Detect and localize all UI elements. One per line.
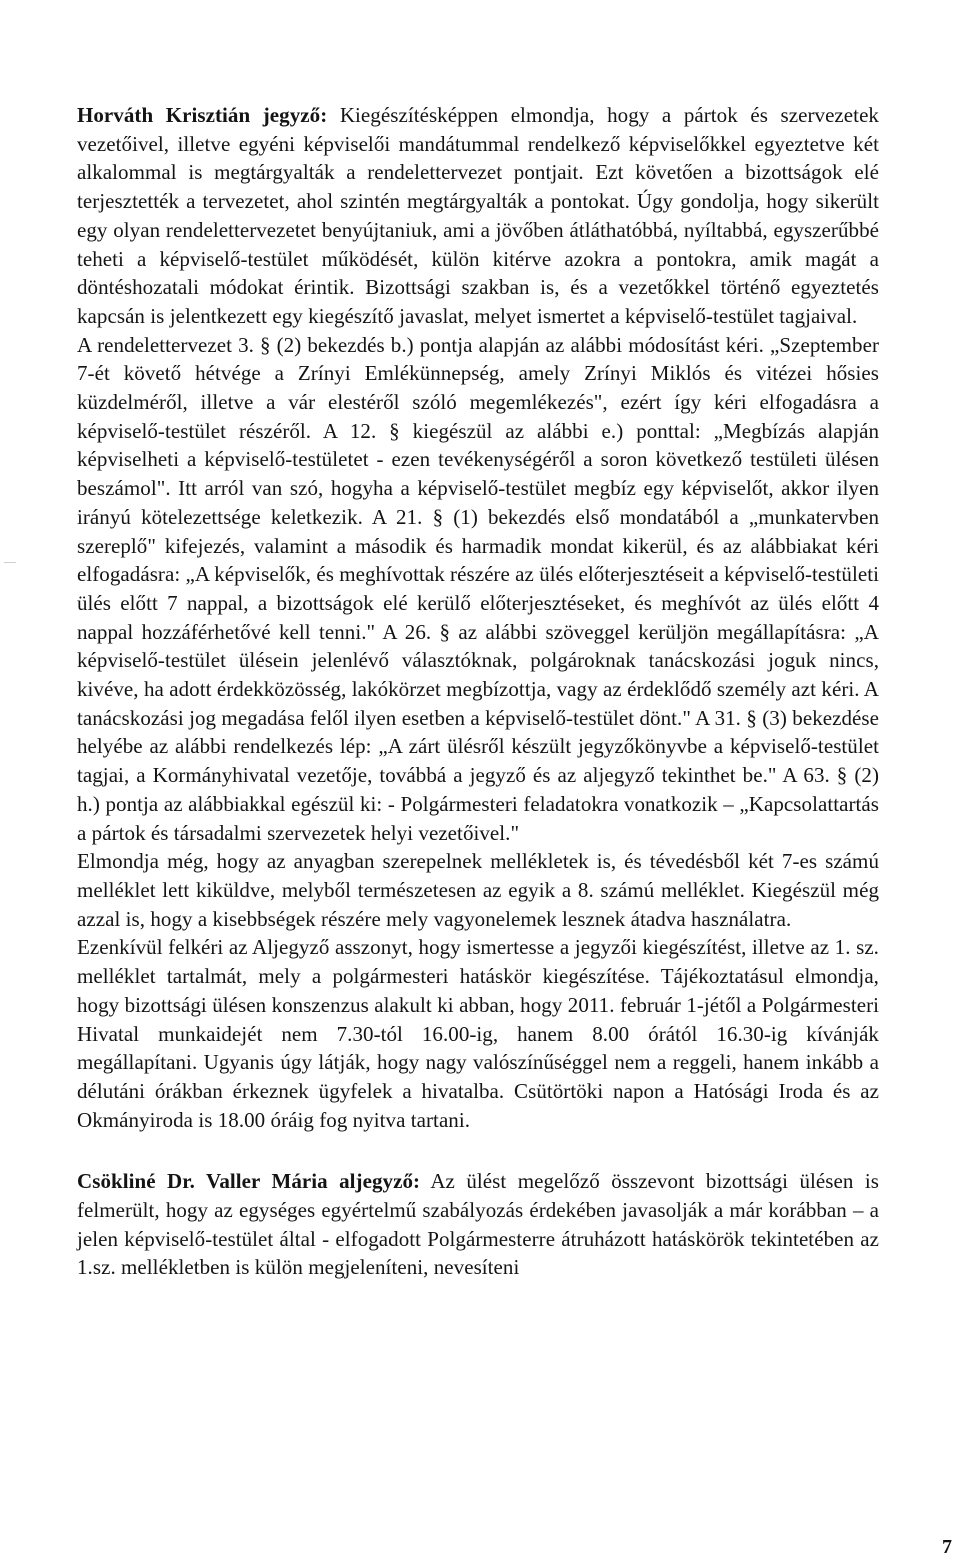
paragraph-text: A rendelettervezet 3. § (2) bekezdés b.) pontja alapján az alábbi módosítást kéri. „Szeptember 7-ét követő hétvége a Zrínyi Emlékünnepség, amely Zrínyi Miklós és vitézei hősies küzdelméről, illetve a vár elestéről szóló megemlékezés", ezért így kéri elfogadásra a képviselő-testület részéről. A 12. § kiegészül az alábbi e.) ponttal: „Megbízás alapján képviselheti a képviselő-testületet - ezen tevékenységéről a soron következő testületi ülésen beszámol". Itt arról van szó, hogyha a képviselő-testület megbíz egy képviselőt, akkor ilyen irányú kötelezettsége keletkezik. A 21. § (1) bekezdés első mondatából a „munkatervben szereplő" kifejezés, valamint a második és harmadik mondat kikerül, és az alábbiakat kéri elfogadásra: „A képviselők, és meghívottak részére az ülés előterjesztéseit a képviselő-testületi ülés előtt 7 nappal, a bizottságok elé kerülő előterjesztéseket, és meghívót az ülés előtt 4 nappal hozzáférhetővé kell tenni." A 26. § az alábbi szöveggel kerüljön megállapításra: „A képviselő-testület ülésein jelenlévő választóknak, polgároknak tanácskozási joguk nincs, kivéve, ha adott érdekközösség, lakókörzet megbízottja, vagy az érdeklődő személy azt kéri. A tanácskozási jog megadása felől ilyen esetben a képviselő-testület dönt." A 31. § (3) bekezdése helyébe az alábbi rendelkezés lép: „A zárt ülésről készült jegyzőkönyvbe a képviselő-testület tagjai, a Kormányhivatal vezetője, továbbá a jegyző és az aljegyző tekinthet be." A 63. § (2) h.) pontja az alábbiakkal egészül ki: - Polgármesteri feladatokra vonatkozik – „Kapcsolattartás a pártok és társadalmi szervezetek helyi vezetőivel." — [77, 332, 879, 845]
paragraph — [77, 101, 879, 331]
paragraph-text: Kiegészítésképpen elmondja, hogy a pártok és szervezetek vezetőivel, illetve egyéni képviselői mandátummal rendelkező képviselőkkel egyeztetve két alkalommal is megtárgyalták a rendelettervezet pontjait. Ezt követően a bizottságok elé terjesztették a tervezetet, ahol szintén megtárgyalták a pontokat. Úgy gondolja, hogy sikerült egy olyan rendelettervezetet benyújtaniuk, ami a jövőben átláthatóbbá, nyíltabbá, egyszerűbbé teheti a képviselő-testület működését, külön kitérve azokra a pontokra, amik magát a döntéshozatali módokat érintik. Bizottsági szakban is, és a vezetőkkel történő egyeztetés kapcsán is jelentkezett egy kiegészítő javaslat, melyet ismertet a képviselő-testület tagjaival. — [77, 103, 879, 328]
paragraph-text: Elmondja még, hogy az anyagban szerepelnek mellékletek is, és tévedésből két 7-es számú melléklet lett kiküldve, melyből természetesen az egyik a 8. számú melléklet. Kiegészül még azzal is, hogy a kisebbségek részére mely vagyonelemek lesznek átadva használatra. — [77, 849, 879, 931]
paragraph — [77, 933, 879, 1134]
paragraph-text: Az ülést megelőző összevont bizottsági ülésen is felmerült, hogy az egységes egyértelmű szabályozás érdekében javasolják a már korábban – a jelen képviselő-testület által - elfogadott Polgármesterre átruházott hatáskörök tekintetében az 1.sz. mellékletben is külön megjeleníteni, nevesíteni — [77, 1169, 879, 1280]
speaker-name: Horváth Krisztián jegyző: — [77, 103, 328, 127]
paragraph — [77, 331, 879, 848]
statement-jegyzo — [77, 101, 879, 1134]
paragraph — [77, 1167, 879, 1282]
page-number: 7 — [942, 1536, 952, 1558]
statement-aljegyzo — [77, 1167, 879, 1282]
paragraph-spacer — [77, 1134, 879, 1167]
paragraph-text: Ezenkívül felkéri az Aljegyző asszonyt, hogy ismertesse a jegyzői kiegészítést, illetve az 1. sz. melléklet tartalmát, mely a polgármesteri hatáskör kiegészítése. Tájékoztatásul elmondja, hogy bizottsági ülésen konszenzus alakult ki abban, hogy 2011. február 1-jétől a Polgármesteri Hivatal munkaidejét nem 7.30-tól 16.00-ig, hanem 8.00 órától 16.30-ig kívánják megállapítani. Ugyanis úgy látják, hogy nagy valószínűséggel nem a reggeli, hanem inkább a délutáni órákban érkeznek ügyfelek a hivatalba. Csütörtöki napon a Hatósági Iroda és az Okmányiroda is 18.00 óráig fog nyitva tartani. — [77, 935, 879, 1132]
paragraph — [77, 847, 879, 933]
document-page — [77, 101, 879, 1282]
speaker-name: Csökliné Dr. Valler Mária aljegyző: — [77, 1169, 421, 1194]
scan-artifact-mark — [4, 562, 16, 563]
